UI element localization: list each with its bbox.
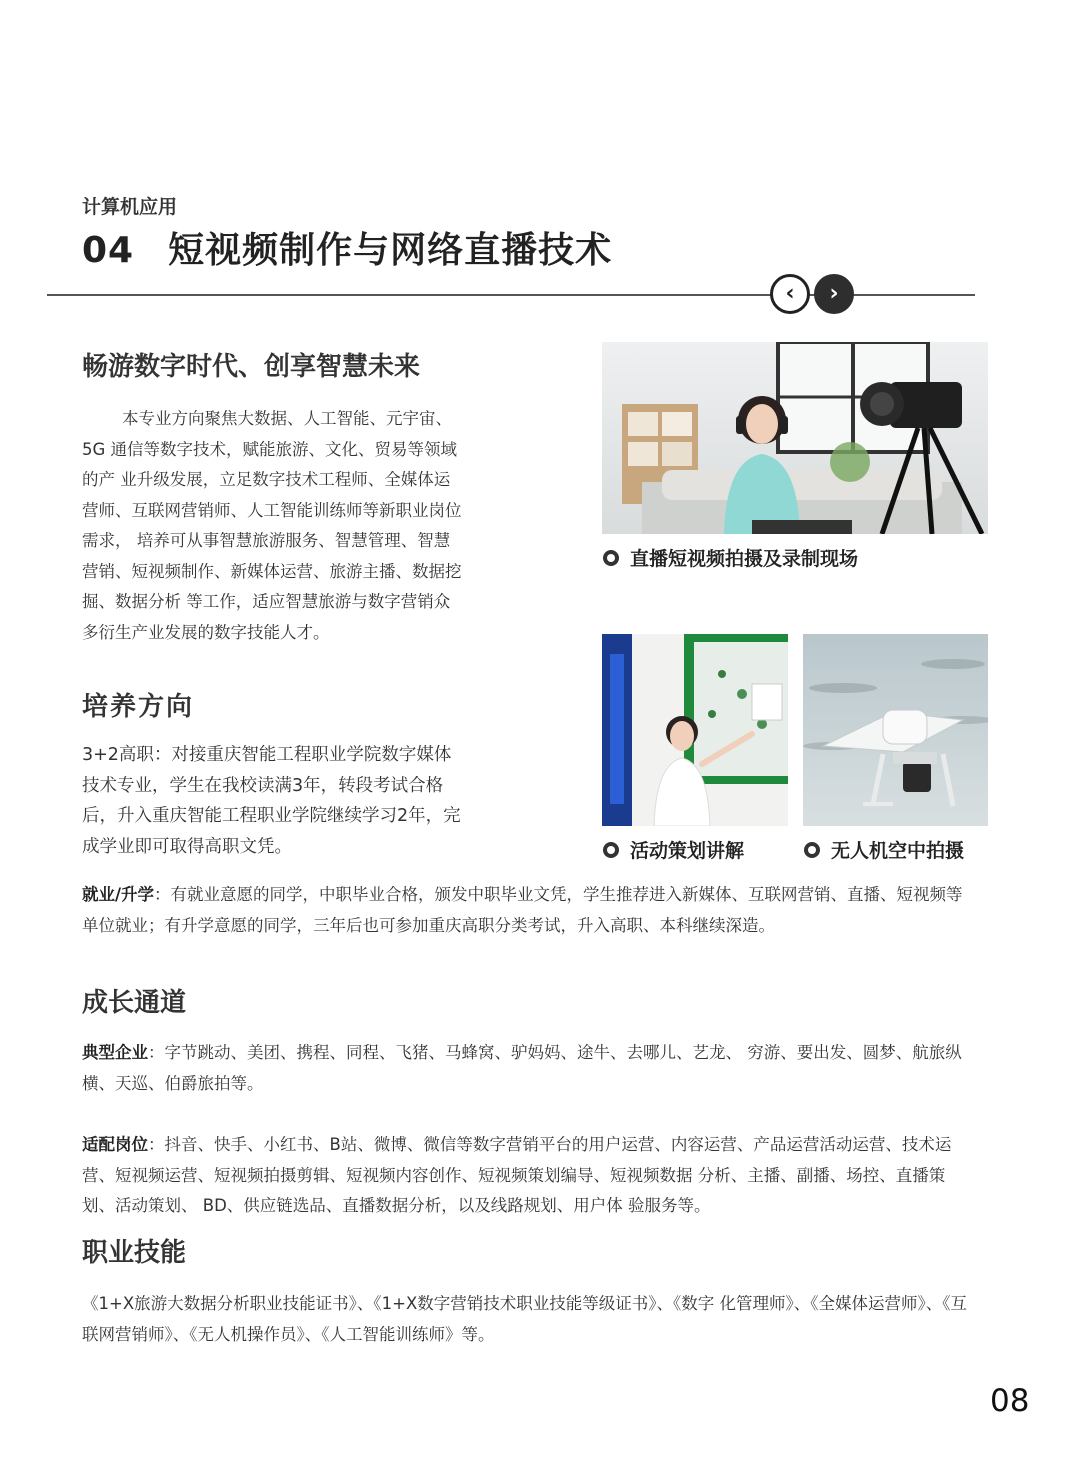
growth-heading: 成长通道 — [82, 988, 187, 1018]
page-title — [82, 222, 612, 273]
photo-caption-livestream — [603, 544, 858, 571]
section-number: 04 — [82, 230, 135, 271]
category-label: 计算机应用 — [82, 196, 178, 218]
caption-text: 活动策划讲解 — [630, 840, 745, 862]
intro-paragraph: 本专业方向聚焦大数据、人工智能、元宇宙、5G 通信等数字技术，赋能旅游、文化、贸易等领域的产 业升级发展，立足数字技术工程师、全媒体运营师、互联网营销师、人工智能训练师等新职业岗位需求， 培养可从事智慧旅游服务、智慧管理、智慧营销、短视频制作、新媒体运营、旅游主播、数据挖掘、数据分析 等工作，适应智慧旅游与数字营销众多衍生产业发展的数字技能人才。 — [82, 409, 462, 642]
employment-text: ：有就业意愿的同学，中职毕业合格，颁发中职毕业文凭，学生推荐进入新媒体、互联网营销、直播、短视频等单位就业；有升学意愿的同学，三年后也可参加重庆高职分类考试，升入高职、本科继续深造。 — [82, 885, 963, 935]
employment-label: 就业/升学 — [82, 885, 155, 904]
positions-label: 适配岗位 — [82, 1135, 148, 1154]
companies-label: 典型企业 — [82, 1043, 148, 1062]
employment-paragraph — [82, 880, 978, 941]
photo-caption-presentation — [603, 836, 744, 863]
bullet-icon — [603, 550, 619, 566]
drone-photo — [803, 634, 988, 826]
training-paragraph — [82, 740, 464, 862]
skills-heading: 职业技能 — [82, 1238, 187, 1268]
livestream-photo — [602, 342, 988, 534]
photo-caption-drone — [804, 836, 964, 863]
training-text: ：对接重庆智能工程职业学院数字媒体技术专业，学生在我校读满3年，转段考试合格后，升入重庆智能工程职业学院继续学习2年，完成学业即可取得高职文凭。 — [82, 745, 461, 857]
training-label: 3+2高职 — [82, 745, 154, 765]
positions-text: ：抖音、快手、小红书、B站、微博、微信等数字营销平台的用户运营、内容运营、产品运营活动运营、技术运营、短视频运营、短视频拍摄剪辑、短视频内容创作、短视频策划编导、短视频数据 分析、主播、副播、场控、直播策划、活动策划、 BD、供应链选品、直播数据分析，以及线路规划、用户体 验服务等。 — [82, 1135, 952, 1215]
intro-heading: 畅游数字时代、创享智慧未来 — [82, 352, 421, 382]
chevron-right-icon: › — [829, 281, 839, 306]
training-heading: 培养方向 — [82, 692, 195, 722]
bullet-icon — [804, 842, 820, 858]
companies-text: ：字节跳动、美团、携程、同程、飞猪、马蜂窝、驴妈妈、途牛、去哪儿、艺龙、 穷游、要出发、圆梦、航旅纵横、天巡、伯爵旅拍等。 — [82, 1043, 962, 1093]
caption-text: 无人机空中拍摄 — [831, 840, 965, 862]
chevron-left-icon: ‹ — [785, 281, 795, 306]
bullet-icon — [603, 842, 619, 858]
prev-page-button[interactable] — [770, 274, 810, 314]
companies-paragraph — [82, 1038, 978, 1099]
caption-text: 直播短视频拍摄及录制现场 — [630, 548, 859, 570]
skills-paragraph: 《1+X旅游大数据分析职业技能证书》、《1+X数字营销技术职业技能等级证书》、《数字 化管理师》、《全媒体运营师》、《互联网营销师》、《无人机操作员》、《人工智能训练师》等。 — [82, 1294, 967, 1344]
positions-paragraph — [82, 1130, 978, 1222]
section-title: 短视频制作与网络直播技术 — [168, 230, 613, 271]
presentation-photo — [602, 634, 788, 826]
page-number: 08 — [990, 1383, 1030, 1419]
next-page-button[interactable] — [814, 274, 854, 314]
